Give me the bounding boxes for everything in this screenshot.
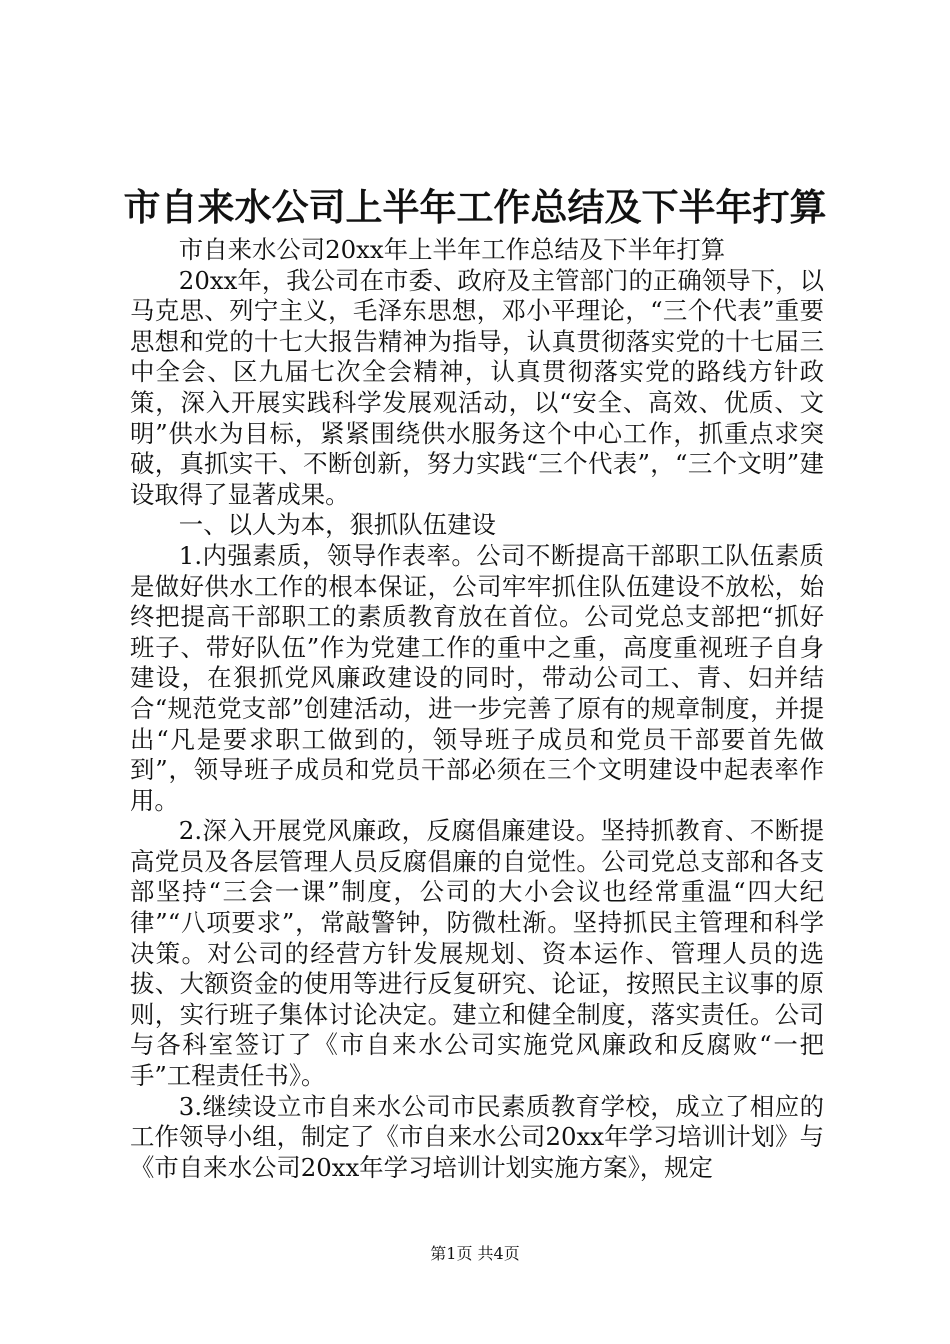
page-number-footer: 第1页 共4页 xyxy=(430,1244,520,1263)
paragraph-subtitle: 市自来水公司20xx年上半年工作总结及下半年打算 xyxy=(178,235,726,264)
paragraph-item-2: 2.深入开展党风廉政，反腐倡廉建设。坚持抓教育、不断提高党员及各层管理人员反腐倡廉的自觉性。公司党总支部和各支部坚持“三会一课”制度，公司的大小会议也经常重温“四大纪律”“八项要求”，常敲警钟，防微杜渐。坚持抓民主管理和科学决策。对公司的经营方针发展规划、资本运作、管理人员的选拔、大额资金的使用等进行反复研究、论证，按照民主议事的原则，实行班子集体讨论决定。建立和健全制度，落实责任。公司与各科室签订了《市自来水公司实施党风廉政和反腐败“一把手”工程责任书》。 xyxy=(130,816,824,1091)
paragraph-item-3: 3.继续设立市自来水公司市民素质教育学校，成立了相应的工作领导小组，制定了《市自来水公司20xx年学习培训计划》与《市自来水公司20xx年学习培训计划实施方案》，规定 xyxy=(130,1091,824,1182)
document-body xyxy=(130,235,824,1183)
document-title: 市自来水公司上半年工作总结及下半年打算 xyxy=(123,185,827,229)
section-heading: 一、以人为本，狠抓队伍建设 xyxy=(178,510,496,540)
paragraph-intro: 20xx年，我公司在市委、政府及主管部门的正确领导下，以马克思、列宁主义，毛泽东思想，邓小平理论，“三个代表”重要思想和党的十七大报告精神为指导，认真贯彻落实党的十七届三中全会、区九届七次全会精神，认真贯彻落实党的路线方针政策，深入开展实践科学发展观活动，以“安全、高效、优质、文明”供水为目标，紧紧围绕供水服务这个中心工作，抓重点求突破，真抓实干、不断创新，努力实践“三个代表”，“三个文明”建设取得了显著成果。 xyxy=(130,265,824,509)
paragraph-item-1: 1.内强素质，领导作表率。公司不断提高干部职工队伍素质是做好供水工作的根本保证，公司牢牢抓住队伍建设不放松，始终把提高干部职工的素质教育放在首位。公司党总支部把“抓好班子、带好队伍”作为党建工作的重中之重，高度重视班子自身建设，在狠抓党风廉政建设的同时，带动公司工、青、妇并结合“规范党支部”创建活动，进一步完善了原有的规章制度，并提出“凡是要求职工做到的，领导班子成员和党员干部要首先做到”，领导班子成员和党员干部必须在三个文明建设中起表率作用。 xyxy=(130,540,824,815)
